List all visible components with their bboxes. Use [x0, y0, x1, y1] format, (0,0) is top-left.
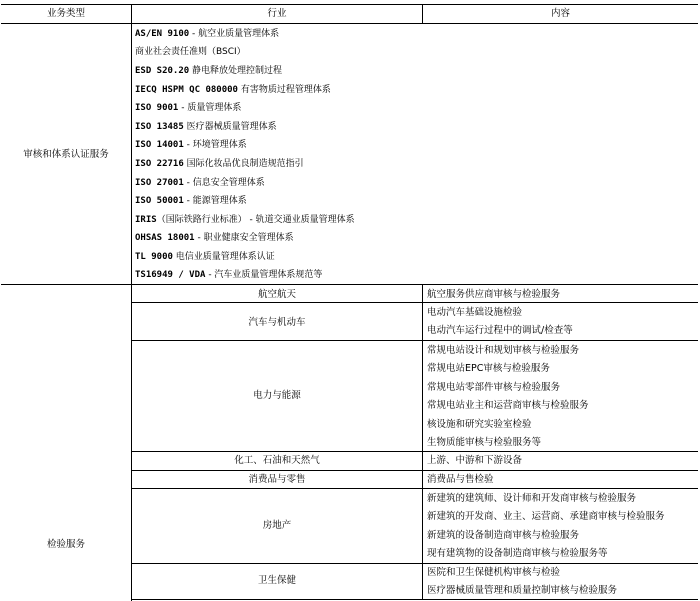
content-item: 新建筑的建筑师、设计师和开发商审核与检验服务	[427, 493, 637, 504]
content-item: 上游、中游和下游设备	[427, 455, 523, 466]
cert-item: ESD S20.20 静电释放处理控制过程	[135, 66, 283, 76]
inspection-type-label: 检验服务	[46, 539, 85, 550]
content-item: 常规电站业主和运营商审核与检验服务	[427, 400, 589, 411]
content-item: 常规电站EPC审核与检验服务	[427, 363, 550, 374]
industry-name: 电力与能源	[253, 390, 301, 401]
content-item: 生物质能审核与检验服务等	[427, 437, 542, 448]
type-column-divider	[131, 4, 132, 601]
content-item: 航空服务供应商审核与检验服务	[427, 289, 561, 300]
table-top-border	[1, 4, 698, 5]
row-divider	[132, 470, 698, 471]
industry-column-divider	[422, 284, 423, 600]
table-bottom-border	[132, 599, 698, 600]
header-business-type: 业务类型	[46, 8, 85, 19]
content-item: 新建筑的开发商、业主、运营商、承建商审核与检验服务	[427, 511, 665, 522]
content-item: 常规电站零部件审核与检验服务	[427, 382, 561, 393]
row-divider	[132, 488, 698, 489]
content-item: 消费品与售检验	[427, 474, 494, 485]
cert-item: ISO 27001 - 信息安全管理体系	[135, 178, 265, 188]
industry-name: 房地产	[262, 520, 292, 531]
cert-item: IRIS（国际铁路行业标准） - 轨道交通业质量管理体系	[135, 215, 355, 225]
row-divider	[132, 340, 698, 341]
cert-item: IECQ HSPM QC 080000 有害物质过程管理体系	[135, 85, 331, 95]
header-industry: 行业	[267, 8, 287, 19]
cert-item: AS/EN 9100 - 航空业质量管理体系	[135, 29, 280, 39]
row-divider	[132, 302, 698, 303]
content-item: 医院和卫生保健机构审核与检验	[427, 567, 561, 578]
audit-type-label: 审核和体系认证服务	[23, 149, 109, 160]
content-item: 电动汽车基础设施检验	[427, 307, 523, 318]
content-item: 现有建筑物的设备制造商审核与检验服务等	[427, 548, 608, 559]
industry-name: 消费品与零售	[248, 474, 306, 485]
industry-name: 卫生保健	[257, 575, 296, 586]
content-item: 常规电站设计和规划审核与检验服务	[427, 345, 580, 356]
cert-item: ISO 14001 - 环境管理体系	[135, 140, 247, 150]
content-item: 电动汽车运行过程中的调试/检查等	[427, 325, 573, 336]
row-divider	[132, 451, 698, 452]
row-divider	[132, 563, 698, 564]
cert-item: TL 9000 电信业质量管理体系认证	[135, 252, 275, 262]
cert-item: ISO 22716 国际化妆品优良制造规范指引	[135, 159, 304, 169]
content-item: 医疗器械质量管理和质量控制审核与检验服务	[427, 585, 618, 596]
industry-name: 汽车与机动车	[248, 317, 306, 328]
cert-item: ISO 9001 - 质量管理体系	[135, 103, 242, 113]
cert-item: TS16949 / VDA - 汽车业质量管理体系规范等	[135, 270, 323, 280]
section-divider	[1, 284, 698, 285]
cert-item: ISO 13485 医疗器械质量管理体系	[135, 122, 277, 132]
content-item: 新建筑的设备制造商审核与检验服务	[427, 530, 580, 541]
industry-name: 航空航天	[257, 289, 296, 300]
industry-name: 化工、石油和天然气	[234, 455, 320, 466]
header-bottom-border	[1, 23, 698, 24]
header-content: 内容	[550, 8, 570, 19]
cert-item: ISO 50001 - 能源管理体系	[135, 196, 247, 206]
cert-item: OHSAS 18001 - 职业健康安全管理体系	[135, 233, 294, 243]
cert-item: 商业社会责任准则（BSCI）	[135, 47, 246, 57]
content-item: 核设施和研究实验室检验	[427, 419, 532, 430]
